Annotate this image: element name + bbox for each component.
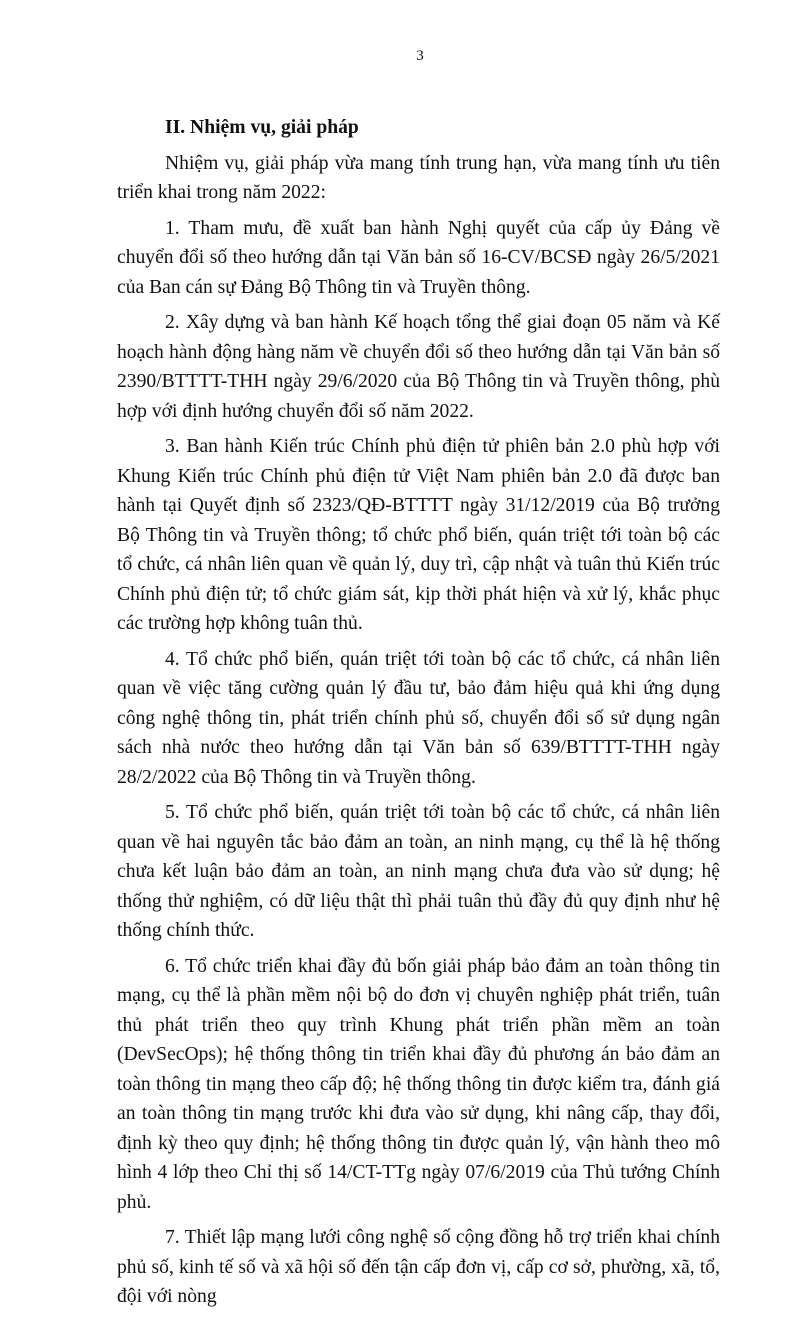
- paragraph-item-2: 2. Xây dựng và ban hành Kế hoạch tổng thể giai đoạn 05 năm và Kế hoạch hành động hàng năm về chuyển đổi số theo hướng dẫn tại Văn bản số 2390/BTTTT-THH ngày 29/6/2020 của Bộ Thông tin và Truyền thông, phù hợp với định hướng chuyển đổi số năm 2022.: [117, 312, 720, 422]
- page-number: 3: [416, 48, 424, 64]
- paragraph-item-3: 3. Ban hành Kiến trúc Chính phủ điện tử phiên bản 2.0 phù hợp với Khung Kiến trúc Chính phủ điện tử Việt Nam phiên bản 2.0 đã được ban hành tại Quyết định số 2323/QĐ-BTTTT ngày 31/12/2019 của Bộ trưởng Bộ Thông tin và Truyền thông; tổ chức phổ biến, quán triệt tới toàn bộ các tổ chức, cá nhân liên quan về quản lý, duy trì, cập nhật và tuân thủ Kiến trúc Chính phủ điện tử; tổ chức giám sát, kịp thời phát hiện và xử lý, khắc phục các trường hợp không tuân thủ.: [117, 436, 720, 634]
- paragraph-item-1: 1. Tham mưu, đề xuất ban hành Nghị quyết của cấp ủy Đảng về chuyển đổi số theo hướng dẫn tại Văn bản số 16-CV/BCSĐ ngày 26/5/2021 của Ban cán sự Đảng Bộ Thông tin và Truyền thông.: [117, 217, 720, 298]
- paragraph-intro: Nhiệm vụ, giải pháp vừa mang tính trung hạn, vừa mang tính ưu tiên triển khai trong năm 2022:: [117, 152, 720, 203]
- section-heading: II. Nhiệm vụ, giải pháp: [165, 117, 359, 138]
- document-body: [117, 113, 720, 1318]
- paragraph-item-7: 7. Thiết lập mạng lưới công nghệ số cộng đồng hỗ trợ triển khai chính phủ số, kinh tế số và xã hội số đến tận cấp đơn vị, cấp cơ sở, phường, xã, tổ, đội với nòng: [117, 1227, 720, 1307]
- paragraph-item-6: 6. Tổ chức triển khai đầy đủ bốn giải pháp bảo đảm an toàn thông tin mạng, cụ thể là phần mềm nội bộ do đơn vị chuyên nghiệp phát triển, tuân thủ phát triển theo quy trình Khung phát triển phần mềm an toàn (DevSecOps); hệ thống thông tin triển khai đầy đủ phương án bảo đảm an toàn thông tin mạng theo cấp độ; hệ thống thông tin được kiểm tra, đánh giá an toàn thông tin mạng trước khi đưa vào sử dụng, khi nâng cấp, thay đổi, định kỳ theo quy định; hệ thống thông tin được quản lý, vận hành theo mô hình 4 lớp theo Chỉ thị số 14/CT-TTg ngày 07/6/2019 của Thủ tướng Chính phủ.: [117, 955, 720, 1213]
- paragraph-item-5: 5. Tổ chức phổ biến, quán triệt tới toàn bộ các tổ chức, cá nhân liên quan về hai nguyên tắc bảo đảm an toàn, an ninh mạng, cụ thể là hệ thống chưa kết luận bảo đảm an toàn, an ninh mạng chưa đưa vào sử dụng; hệ thống thử nghiệm, có dữ liệu thật thì phải tuân thủ đầy đủ quy định như hệ thống chính thức.: [117, 802, 720, 941]
- paragraph-item-4: 4. Tổ chức phổ biến, quán triệt tới toàn bộ các tổ chức, cá nhân liên quan về việc tăng cường quản lý đầu tư, bảo đảm hiệu quả khi ứng dụng công nghệ thông tin, phát triển chính phủ số, chuyển đổi số sử dụng ngân sách nhà nước theo hướng dẫn tại Văn bản số 639/BTTTT-THH ngày 28/2/2022 của Bộ Thông tin và Truyền thông.: [117, 648, 720, 788]
